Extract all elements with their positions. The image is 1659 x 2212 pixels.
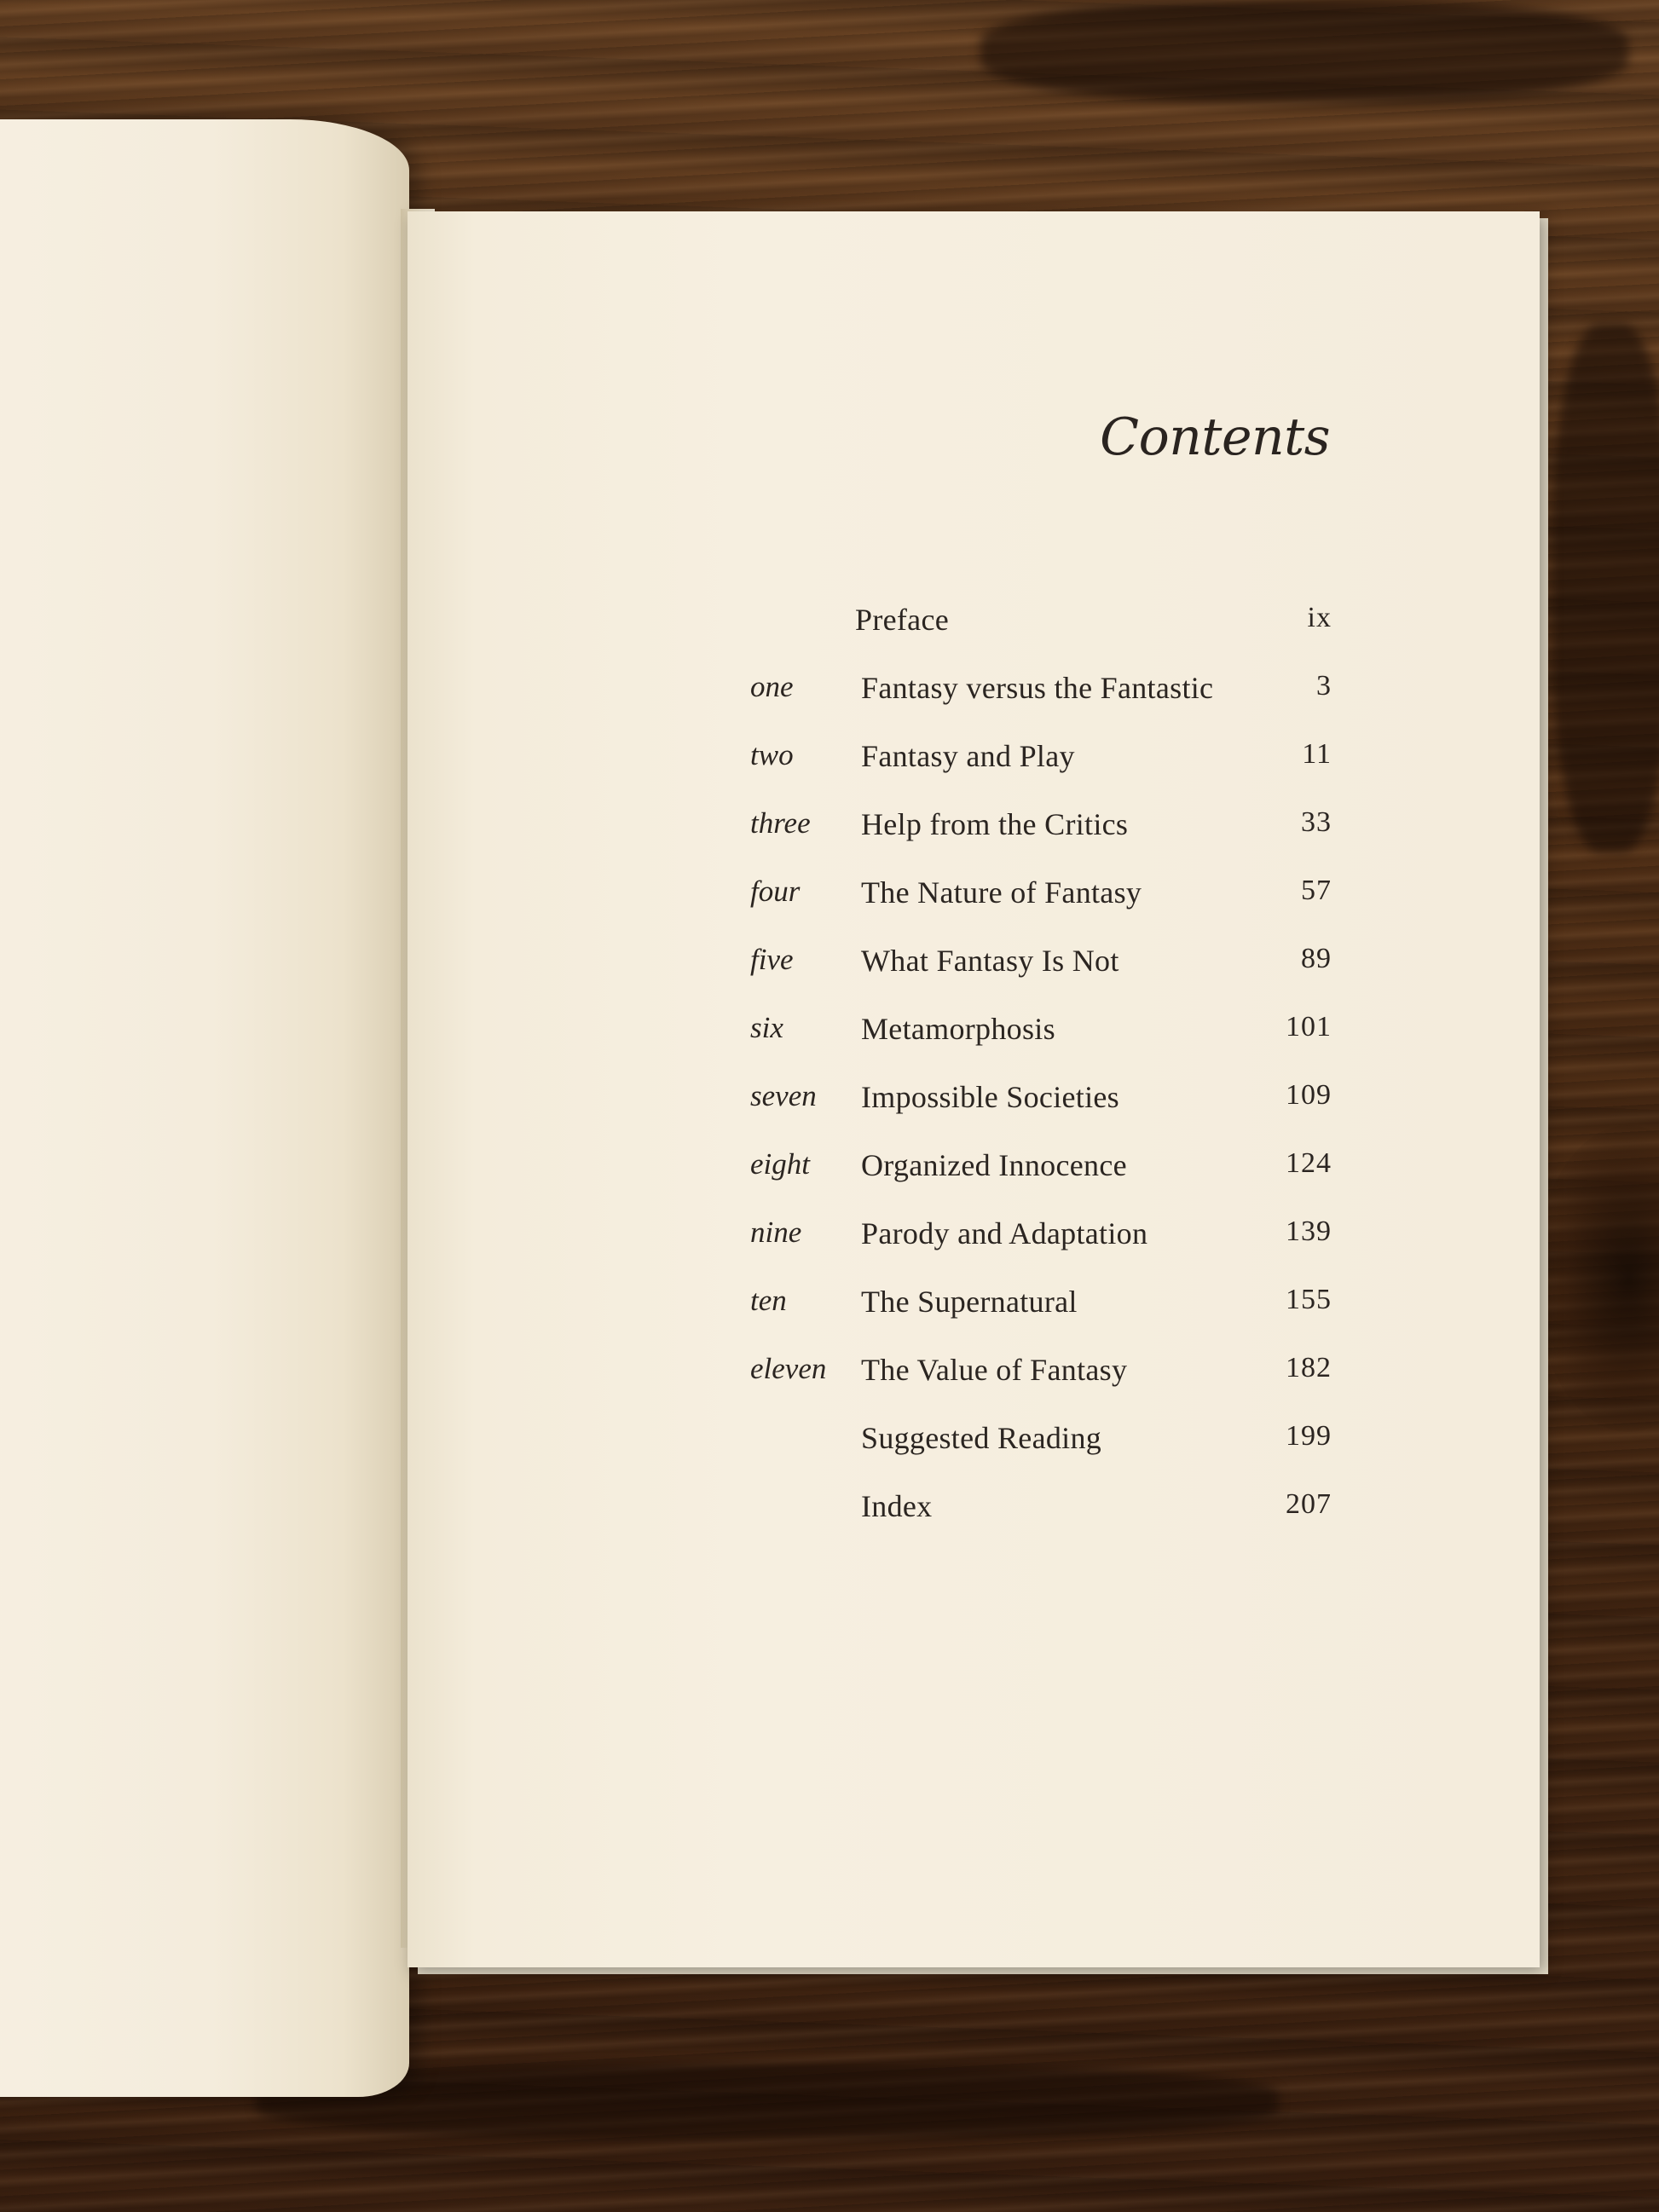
chapter-title: What Fantasy Is Not [861, 944, 1119, 978]
page-number: 3 [1316, 670, 1332, 702]
chapter-number: eight [750, 1147, 810, 1181]
page-number: 155 [1286, 1284, 1332, 1315]
chapter-title: Parody and Adaptation [861, 1216, 1148, 1250]
toc-entry [742, 806, 1338, 858]
toc-entry [742, 1352, 1338, 1403]
chapter-title: Organized Innocence [861, 1148, 1127, 1182]
page-number: 101 [1286, 1011, 1332, 1042]
toc-entry [742, 738, 1338, 789]
chapter-title: The Nature of Fantasy [861, 875, 1142, 910]
chapter-title: Metamorphosis [861, 1012, 1055, 1046]
chapter-number: five [750, 943, 794, 976]
toc-entry [742, 1284, 1338, 1335]
page-number: 33 [1301, 806, 1332, 838]
chapter-title: Preface [855, 603, 950, 637]
page-number: 57 [1301, 875, 1332, 906]
toc-entry [742, 602, 1338, 653]
chapter-number: two [750, 738, 794, 771]
chapter-title: The Value of Fantasy [861, 1353, 1128, 1387]
toc-entry [742, 1216, 1338, 1267]
chapter-number: nine [750, 1216, 802, 1249]
toc-entry [742, 1079, 1338, 1130]
toc-entry [742, 943, 1338, 994]
chapter-number: ten [750, 1284, 787, 1317]
page-number: 11 [1302, 738, 1332, 770]
page-number: 109 [1286, 1079, 1332, 1111]
page-number: ix [1307, 602, 1332, 633]
toc-entry [742, 1420, 1338, 1471]
chapter-number: one [750, 670, 794, 703]
chapter-number: eleven [750, 1352, 827, 1385]
chapter-title: Impossible Societies [861, 1080, 1119, 1114]
chapter-title: The Supernatural [861, 1285, 1078, 1319]
toc-entry [742, 1147, 1338, 1198]
chapter-title: Fantasy versus the Fantastic [861, 671, 1214, 705]
page-number: 207 [1286, 1488, 1332, 1520]
chapter-number: seven [750, 1079, 817, 1112]
chapter-title: Fantasy and Play [861, 739, 1075, 773]
toc-entry [742, 1488, 1338, 1539]
toc-entry [742, 875, 1338, 926]
chapter-number: three [750, 806, 811, 840]
toc-entry [742, 670, 1338, 721]
page-number: 139 [1286, 1216, 1332, 1247]
page-number: 89 [1301, 943, 1332, 974]
chapter-title: Help from the Critics [861, 807, 1129, 841]
chapter-number: six [750, 1011, 783, 1044]
contents-heading: Contents [1100, 407, 1330, 467]
page-number: 199 [1286, 1420, 1332, 1452]
chapter-title: Index [861, 1489, 933, 1523]
chapter-number: four [750, 875, 801, 908]
page-number: 124 [1286, 1147, 1332, 1179]
toc-entry [742, 1011, 1338, 1062]
chapter-title: Suggested Reading [861, 1421, 1102, 1455]
page-number: 182 [1286, 1352, 1332, 1383]
